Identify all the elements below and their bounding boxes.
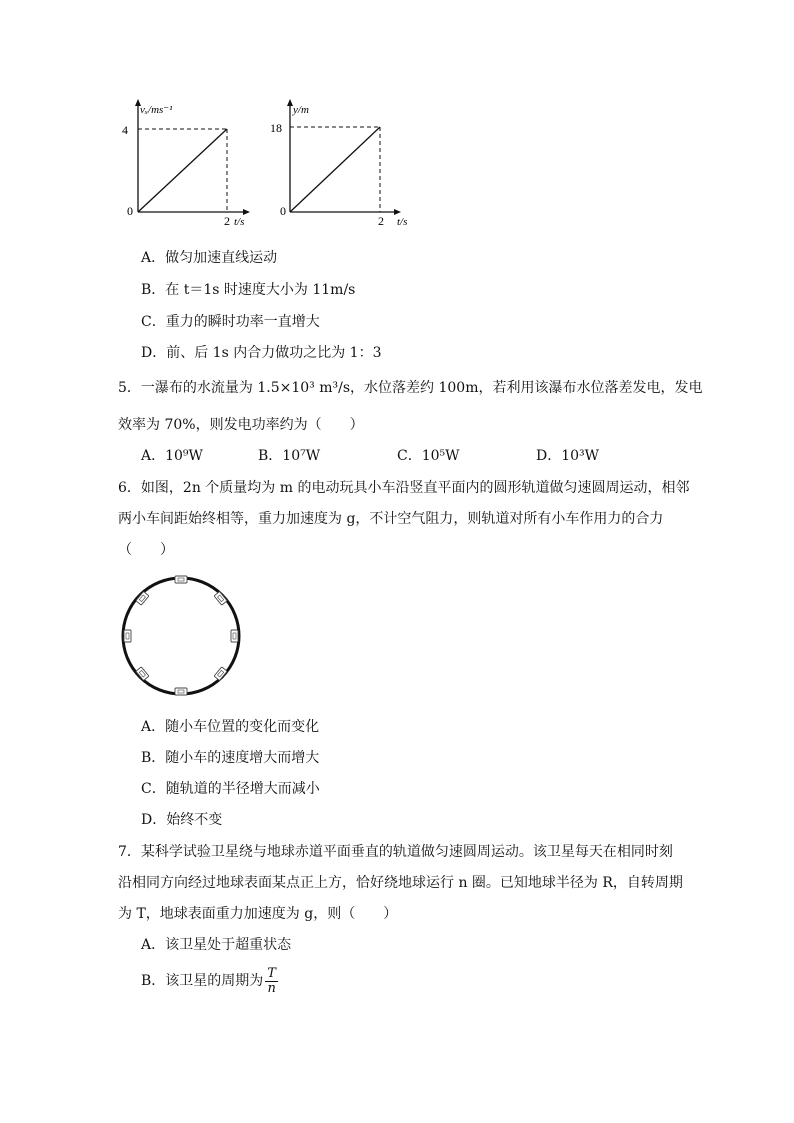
y-axis-label: y/m — [293, 104, 309, 116]
q5-stem-line2: 效率为 70%，则发电功率约为（ ） — [118, 417, 364, 433]
x-axis-label: t/s — [234, 216, 245, 228]
q7-stem-line2: 沿相同方向经过地球表面某点正上方，恰好绕地球运行 n 圈。已知地球半径为 R，自转周期 — [118, 875, 683, 891]
fraction-numerator: T — [267, 965, 276, 981]
q6-option-b: B．随小车的速度增大而增大 — [141, 750, 320, 766]
x-axis-label: t/s — [397, 216, 408, 228]
toy-car — [124, 630, 131, 642]
x-tick-label: 2 — [378, 214, 384, 228]
q5-option-d: D．10³W — [536, 448, 600, 464]
y-tick-label: 18 — [270, 121, 282, 135]
q7-option-b — [141, 964, 278, 998]
toy-car — [136, 667, 149, 681]
q7-stem-line3: 为 T，地球表面重力加速度为 g，则（ ） — [118, 906, 398, 922]
y-axis-label: vₓ/ms⁻¹ — [140, 104, 173, 116]
y-t-graph — [262, 96, 422, 231]
origin-label: 0 — [127, 204, 133, 218]
q4-option-c: C．重力的瞬时功率一直增大 — [141, 314, 320, 330]
toy-car — [214, 591, 227, 605]
q4-option-d: D．前、后 1s 内合力做功之比为 1：3 — [141, 345, 382, 361]
q5-option-b: B．10⁷W — [258, 448, 321, 464]
q6-stem-line3: （ ） — [118, 542, 174, 558]
x-axis-arrow — [243, 209, 250, 215]
toy-car — [175, 688, 187, 695]
vx-t-graph — [110, 96, 260, 231]
q7-stem-line1: 7．某科学试验卫星绕与地球赤道平面垂直的轨道做匀速圆周运动。该卫星每天在相同时刻 — [118, 844, 673, 860]
q5-stem-line1: 5．一瀑布的水流量为 1.5×10³ m³/s，水位落差约 100m，若利用该瀑布水位落差发电，发电 — [118, 380, 703, 396]
origin-label: 0 — [280, 204, 286, 218]
toy-car — [231, 630, 238, 642]
x-axis-arrow — [394, 209, 401, 215]
q7-option-a: A．该卫星处于超重状态 — [141, 937, 292, 953]
y-tick-label: 4 — [122, 123, 128, 137]
q6-option-a: A．随小车位置的变化而变化 — [141, 719, 320, 735]
q6-stem-line2: 两小车间距始终相等，重力加速度为 g，不计空气阻力，则轨道对所有小车作用力的合力 — [118, 511, 664, 527]
q5-option-c: C．10⁵W — [397, 448, 460, 464]
q6-stem-line1: 6．如图，2n 个质量均为 m 的电动玩具小车沿竖直平面内的圆形轨道做匀速圆周运动，相邻 — [118, 480, 690, 496]
toy-car — [214, 667, 227, 681]
q5-option-a: A．10⁹W — [141, 448, 203, 464]
q4-option-a: A．做匀加速直线运动 — [141, 250, 278, 266]
q7-option-b-text: B．该卫星的周期为 — [141, 973, 264, 989]
toy-car — [175, 576, 187, 583]
toy-car — [136, 591, 149, 605]
q6-option-c: C．随轨道的半径增大而减小 — [141, 781, 320, 797]
x-tick-label: 2 — [224, 214, 230, 228]
data-line — [138, 129, 227, 212]
circular-track-diagram — [118, 570, 248, 700]
q4-option-b: B．在 t＝1s 时速度大小为 11m/s — [141, 282, 356, 298]
q6-option-d: D．始终不变 — [141, 812, 223, 828]
fraction-t-over-n — [265, 967, 278, 996]
data-line — [290, 127, 380, 212]
fraction-denominator: n — [267, 980, 276, 996]
